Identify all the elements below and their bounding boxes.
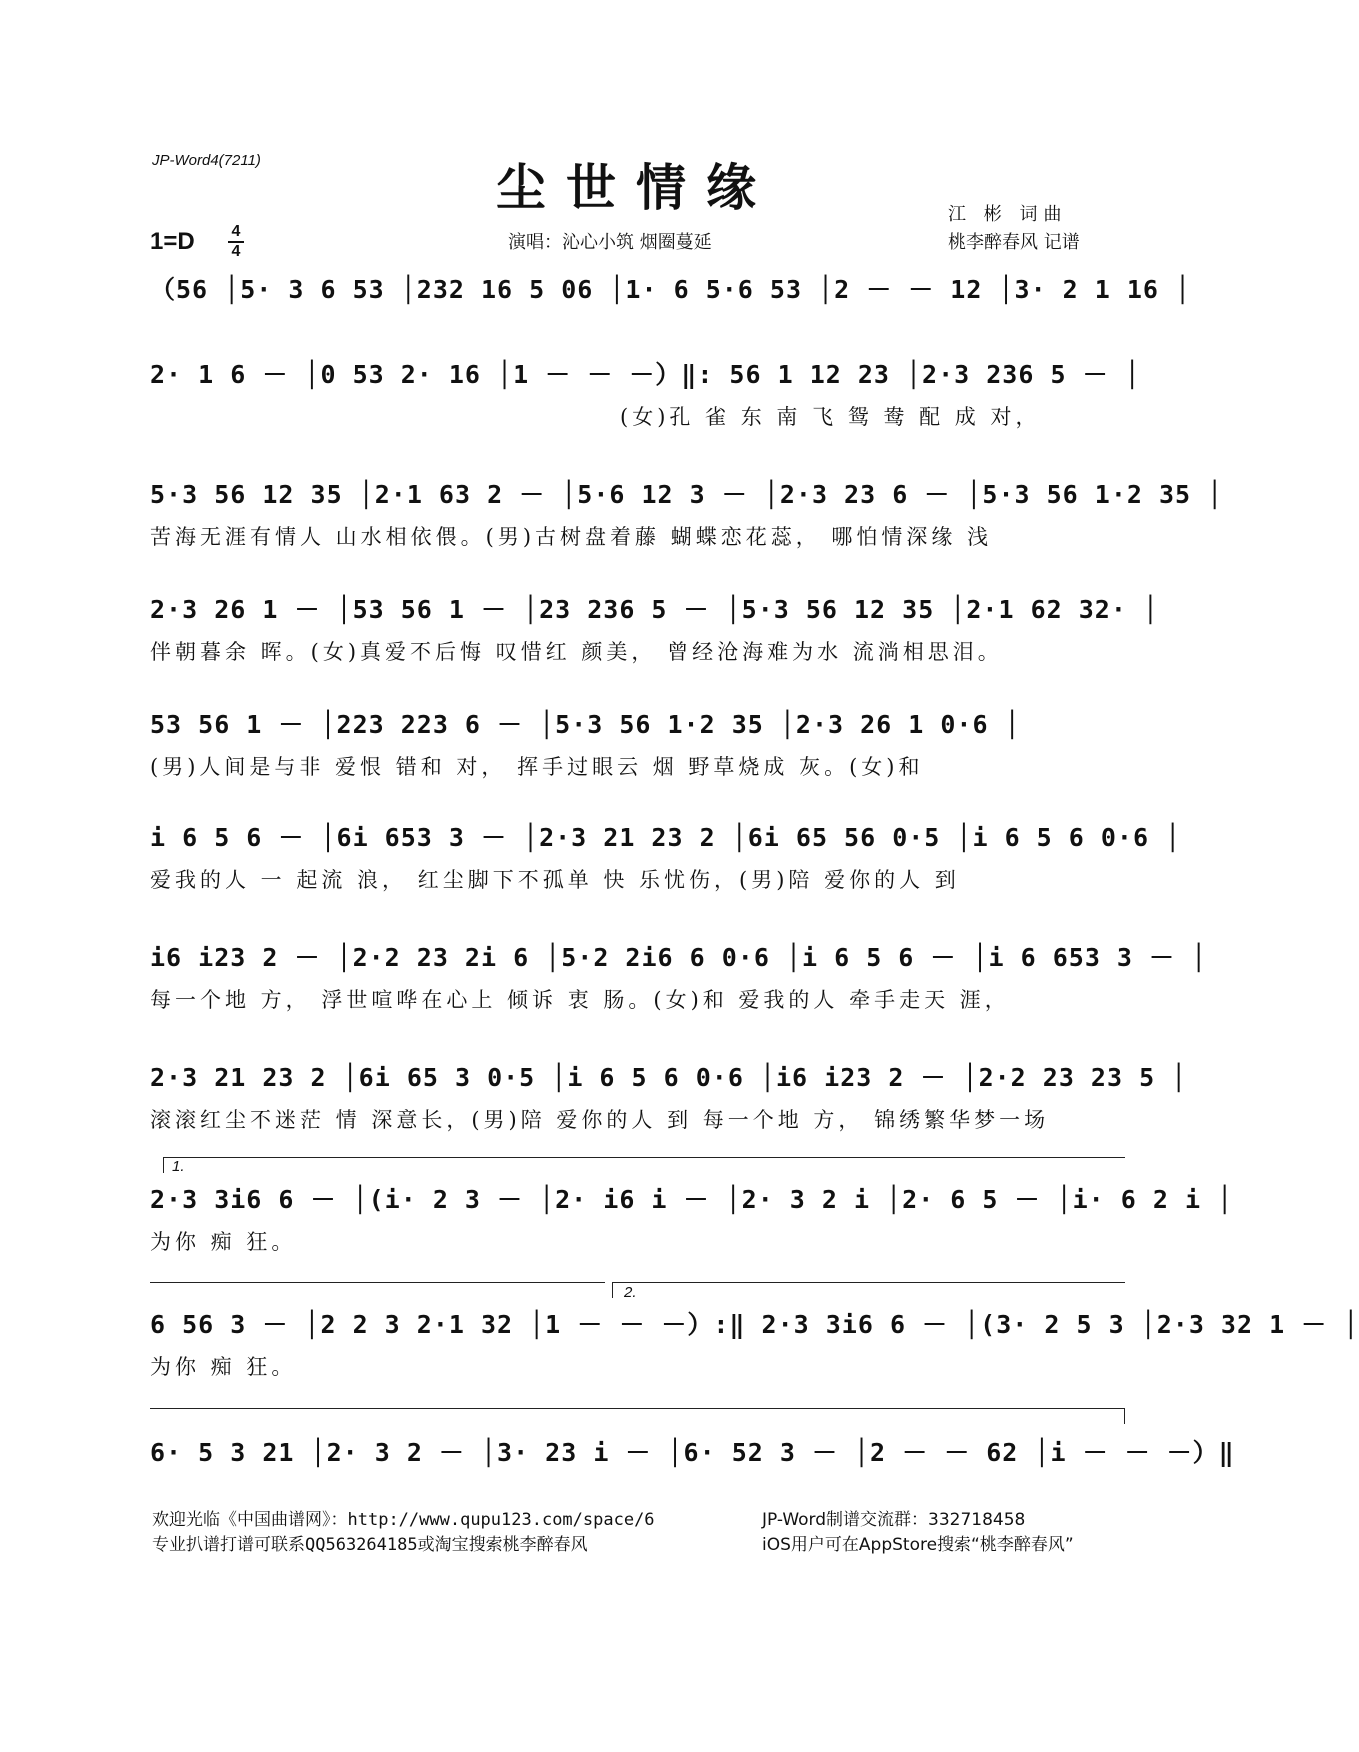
footer-contact: 专业扒谱打谱可联系QQ563264185或淘宝搜索桃李醉春风 [152,1535,588,1555]
footer-website: 欢迎光临《中国曲谱网》：http://www.qupu123.com/space/6 [152,1510,655,1530]
lyrics-line: (男)人间是与非 爱恨 错和 对， 挥手过眼云 烟 野草烧成 灰。(女)和 [150,755,924,779]
lyrics-line: 滚滚红尘不迷茫 情 深意长，(男)陪 爱你的人 到 每一个地 方， 锦绣繁华梦一场 [150,1108,1050,1132]
score-system-1 [150,270,1192,316]
notation-line: i6 i23 2 － │2·2 23 2i 6 │5·2 2i6 6 0·6 │i 6 5 6 － │i 6 653 3 － │ [150,943,1208,972]
time-signature-bottom: 4 [231,243,241,260]
transcriber: 桃李醉春风 记谱 [948,232,1080,253]
lyrics-line: 为你 痴 狂。 [150,1355,297,1379]
lyrics-line: (女)孔 雀 东 南 飞 鸳 鸯 配 成 对， [620,405,1041,429]
score-system-11 [150,1433,1235,1469]
lyrics-line: 为你 痴 狂。 [150,1230,297,1254]
lyrics-line: 伴朝暮余 晖。(女)真爱不后悔 叹惜红 颜美， 曾经沧海难为水 流淌相思泪。 [150,640,1003,664]
second-ending-bracket-continued [150,1408,1125,1409]
notation-line: 53 56 1 － │223 223 6 － │5·3 56 1·2 35 │2·3 26 1 0·6 │ [150,710,1021,739]
score-system-7 [150,938,1208,1014]
notation-line: 2·3 3i6 6 － │(i· 2 3 － │2· i6 i － │2· 3 2 i │2· 6 5 － │i· 6 2 i │ [150,1185,1234,1214]
notation-line: 2·3 26 1 － │53 56 1 － │23 236 5 － │5·3 56 12 35 │2·1 62 32· │ [150,595,1159,624]
score-system-4 [150,590,1159,666]
software-label: JP-Word4(7211) [152,152,261,169]
second-ending-tick [612,1282,613,1298]
song-title: 尘世情缘 [496,158,776,217]
score-system-10 [150,1305,1359,1381]
score-system-8 [150,1058,1188,1134]
footer-appstore: iOS用户可在AppStore搜索“桃李醉春风” [762,1535,1074,1555]
first-ending-tick [163,1157,164,1173]
lyrics-line: 爱我的人 一 起流 浪， 红尘脚下不孤单 快 乐忧伤，(男)陪 爱你的人 到 [150,868,960,892]
score-system-3 [150,475,1224,551]
score-system-2 [150,355,1141,431]
score-system-5 [150,705,1125,781]
score-system-6 [150,818,1182,894]
key-signature: 1=D [150,228,195,255]
notation-line: 2·3 21 23 2 │6i 65 3 0·5 │i 6 5 6 0·6 │i6 i23 2 － │2·2 23 23 5 │ [150,1063,1188,1092]
lyrics-line: 每一个地 方， 浮世喧哗在心上 倾诉 衷 肠。(女)和 爱我的人 牵手走天 涯， [150,988,1010,1012]
notation-line: i 6 5 6 － │6i 653 3 － │2·3 21 23 2 │6i 65 56 0·5 │i 6 5 6 0·6 │ [150,823,1182,852]
notation-line: 6· 5 3 21 │2· 3 2 － │3· 23 i － │6· 52 3 － │2 － － 62 │i － － －）‖ [150,1438,1235,1467]
second-ending-label: 2. [624,1284,637,1301]
score-system-9 [150,1180,1234,1256]
performer: 演唱：沁心小筑 烟圈蔓延 [508,232,712,253]
lyrics-line: 苦海无涯有情人 山水相依偎。(男)古树盘着藤 蝴蝶恋花蕊， 哪怕情深缘 浅 [150,525,993,549]
lyricist-composer: 江 彬 词曲 [948,204,1068,225]
first-ending-label: 1. [172,1158,185,1175]
first-ending-bracket-continued [150,1282,605,1283]
notation-line: 5·3 56 12 35 │2·1 63 2 － │5·6 12 3 － │2·3 23 6 － │5·3 56 1·2 35 │ [150,480,1224,509]
time-signature [228,224,244,260]
footer-group: JP-Word制谱交流群：332718458 [762,1510,1026,1530]
notation-line: （56 │5· 3 6 53 │232 16 5 06 │1· 6 5·6 53 │2 － － 12 │3· 2 1 16 │ [150,275,1192,304]
first-ending-bracket [163,1157,1125,1158]
time-signature-top: 4 [231,223,241,240]
second-ending-bracket [612,1282,1125,1283]
notation-line: 2· 1 6 － │0 53 2· 16 │1 － － －）‖: 56 1 12 23 │2·3 236 5 － │ [150,360,1141,389]
notation-line: 6 56 3 － │2 2 3 2·1 32 │1 － － －）:‖ 2·3 3i6 6 － │(3· 2 5 3 │2·3 32 1 － │ [150,1310,1359,1339]
second-ending-end-tick [1124,1408,1125,1424]
